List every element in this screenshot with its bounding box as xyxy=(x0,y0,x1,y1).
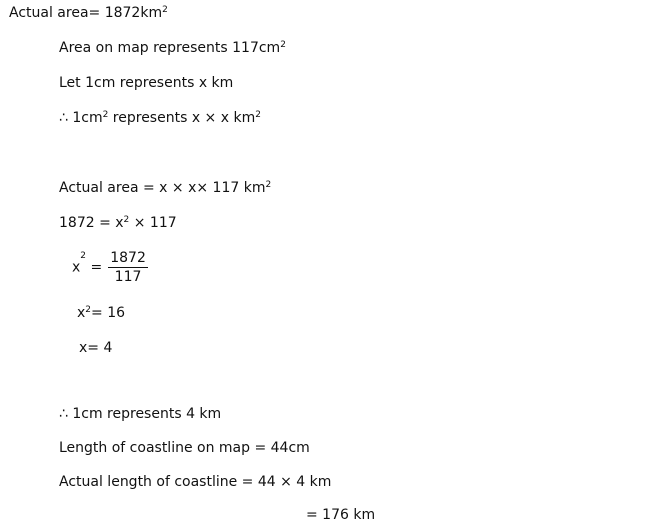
let-text: Let 1cm represents x km xyxy=(59,75,234,91)
scale-line xyxy=(59,405,221,423)
variable: x xyxy=(72,259,81,276)
scale-text: ∴ 1cm represents 4 km xyxy=(59,406,222,422)
coastline-map-line xyxy=(59,439,310,457)
exponent: 2 xyxy=(80,251,87,261)
exponent: 2 xyxy=(162,5,168,15)
fraction-denominator: 117 xyxy=(114,269,142,285)
result-line xyxy=(306,506,375,524)
therefore-prefix: ∴ 1cm xyxy=(59,110,103,126)
equation-prefix: 1872 = x xyxy=(59,215,124,231)
fraction xyxy=(108,250,148,285)
x-squared-line xyxy=(77,304,125,322)
actual-area-line xyxy=(9,4,168,22)
therefore-area-line xyxy=(59,109,261,127)
map-area-text: Area on map represents 117cm xyxy=(59,40,281,56)
actual-area-equation-text: Actual area = x × x× 117 km xyxy=(59,180,266,196)
exponent: 2 xyxy=(85,305,92,315)
coastline-actual-text: Actual length of coastline = 44 × 4 km xyxy=(59,474,332,490)
equation-line xyxy=(59,214,177,232)
let-line xyxy=(59,74,233,92)
equals-sign: = xyxy=(86,259,103,276)
represents-text: represents x × x km xyxy=(108,110,256,126)
x-value-line xyxy=(79,339,112,357)
exponent: 2 xyxy=(280,40,286,50)
fraction-line xyxy=(72,250,148,285)
actual-area-text: Actual area= 1872km xyxy=(9,5,163,21)
exponent: 2 xyxy=(102,110,109,120)
coastline-map-text: Length of coastline on map = 44cm xyxy=(59,440,310,456)
exponent: 2 xyxy=(265,180,272,190)
equation-suffix: × 117 xyxy=(129,215,177,231)
map-area-line xyxy=(59,39,286,57)
variable: x xyxy=(77,305,86,321)
x-value-text: x= 4 xyxy=(79,340,113,356)
coastline-actual-line xyxy=(59,473,331,491)
fraction-numerator: 1872 xyxy=(110,250,146,266)
actual-area-equation-line xyxy=(59,179,271,197)
x-squared-value: = 16 xyxy=(91,305,126,321)
result-text: = 176 km xyxy=(306,507,376,523)
exponent: 2 xyxy=(123,215,130,225)
exponent: 2 xyxy=(255,110,261,120)
